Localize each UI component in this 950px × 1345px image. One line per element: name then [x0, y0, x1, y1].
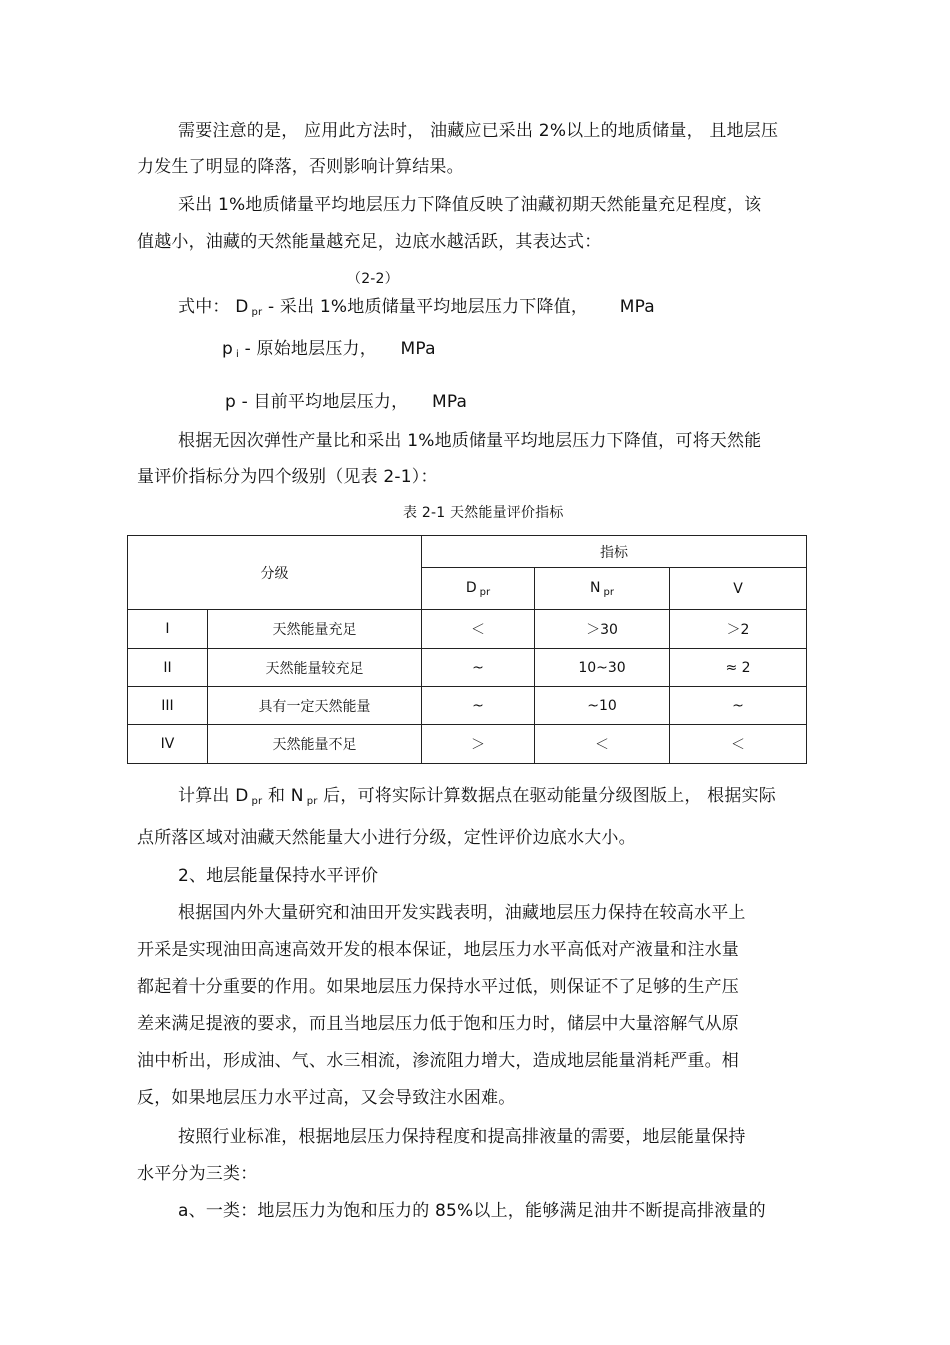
row-level: IV	[128, 725, 208, 764]
after-table-line2: 点所落区域对油藏天然能量大小进行分级，定性评价边底水大小。	[137, 828, 636, 848]
after-table-sub1: pr	[251, 796, 263, 807]
table-row	[128, 649, 807, 687]
section-heading: 2、地层能量保持水平评价	[178, 866, 379, 886]
para1-line1: 需要注意的是， 应用此方法时， 油藏应已采出 2%以上的地质储量， 且地层压	[178, 121, 779, 141]
row-v: ＞2	[670, 610, 807, 649]
table-caption: 表 2-1 天然能量评价指标	[403, 505, 564, 521]
para4-line4: 差来满足提液的要求，而且当地层压力低于饱和压力时，储层中大量溶解气从原	[137, 1014, 739, 1034]
row-dpr: ~	[422, 687, 535, 725]
para5-line2: 水平分为三类：	[137, 1164, 258, 1184]
row-description: 具有一定天然能量	[208, 687, 422, 725]
para4-line3: 都起着十分重要的作用。如果地层压力保持水平过低，则保证不了足够的生产压	[137, 977, 739, 997]
after-table-line1	[178, 785, 776, 813]
row-level: II	[128, 649, 208, 687]
column-header-dpr-sub: pr	[479, 586, 491, 598]
row-dpr: ~	[422, 649, 535, 687]
table-row	[128, 687, 807, 725]
definition-pi-text: - 原始地层压力，	[244, 339, 377, 359]
row-description: 天然能量较充足	[208, 649, 422, 687]
index-header: 指标	[422, 536, 807, 568]
row-dpr: ＜	[422, 610, 535, 649]
column-header-v: V	[670, 568, 807, 610]
para6-line1: a、一类：地层压力为饱和压力的 85%以上，能够满足油井不断提高排液量的	[178, 1201, 766, 1221]
column-header-dpr-label: D	[465, 579, 477, 596]
column-header-npr	[535, 568, 670, 610]
definition-p	[225, 391, 467, 413]
row-v: ≈ 2	[670, 649, 807, 687]
row-level: I	[128, 610, 208, 649]
definition-dpr	[178, 296, 655, 324]
definition-dpr-prefix: 式中： D	[178, 297, 249, 317]
para4-line2: 开采是实现油田高速高效开发的根本保证，地层压力水平高低对产液量和注水量	[137, 940, 739, 960]
para5-line1: 按照行业标准，根据地层压力保持程度和提高排液量的需要，地层能量保持	[178, 1127, 746, 1147]
row-v: ＜	[670, 725, 807, 764]
column-header-npr-label: N	[590, 579, 601, 596]
definition-pi	[222, 338, 436, 366]
row-v: ~	[670, 687, 807, 725]
energy-evaluation-table	[127, 535, 807, 764]
definition-p-unit: MPa	[431, 392, 468, 412]
para3-line2: 量评价指标分为四个级别（见表 2-1）：	[137, 467, 438, 487]
row-npr: ~10	[535, 687, 670, 725]
table-row	[128, 725, 807, 764]
definition-p-text: p - 目前平均地层压力，	[225, 392, 409, 412]
column-header-npr-sub: pr	[603, 586, 614, 598]
column-header-dpr	[422, 568, 535, 610]
para4-line6: 反，如果地层压力水平过高，又会导致注水困难。	[137, 1088, 516, 1108]
definition-pi-sub: i	[236, 349, 239, 360]
equation-number: （2-2）	[347, 271, 399, 287]
para2-line2: 值越小，油藏的天然能量越充足，边底水越活跃，其表达式：	[137, 232, 602, 252]
row-description: 天然能量不足	[208, 725, 422, 764]
row-level: III	[128, 687, 208, 725]
row-description: 天然能量充足	[208, 610, 422, 649]
para4-line5: 油中析出，形成油、气、水三相流，渗流阻力增大，造成地层能量消耗严重。相	[137, 1051, 739, 1071]
para1-line2: 力发生了明显的降落，否则影响计算结果。	[137, 157, 464, 177]
para4-line1: 根据国内外大量研究和油田开发实践表明，油藏地层压力保持在较高水平上	[178, 903, 746, 923]
grade-header: 分级	[128, 536, 422, 610]
row-npr: 10~30	[535, 649, 670, 687]
definition-pi-unit: MPa	[400, 339, 436, 359]
after-table-a: 计算出 D	[178, 786, 249, 806]
row-npr: ＜	[535, 725, 670, 764]
after-table-b: 和 N	[267, 786, 304, 806]
table-row	[128, 610, 807, 649]
row-npr: ＞30	[535, 610, 670, 649]
definition-dpr-text: - 采出 1%地质储量平均地层压力下降值，	[267, 297, 589, 317]
definition-pi-var: p	[222, 339, 233, 359]
definition-dpr-unit: MPa	[619, 297, 655, 317]
after-table-sub2: pr	[306, 796, 318, 807]
row-dpr: ＞	[422, 725, 535, 764]
para3-line1: 根据无因次弹性产量比和采出 1%地质储量平均地层压力下降值，可将天然能	[178, 431, 762, 451]
definition-dpr-sub: pr	[251, 307, 263, 318]
after-table-c: 后，可将实际计算数据点在驱动能量分级图版上， 根据实际	[323, 786, 776, 806]
para2-line1: 采出 1%地质储量平均地层压力下降值反映了油藏初期天然能量充足程度，该	[178, 195, 762, 215]
